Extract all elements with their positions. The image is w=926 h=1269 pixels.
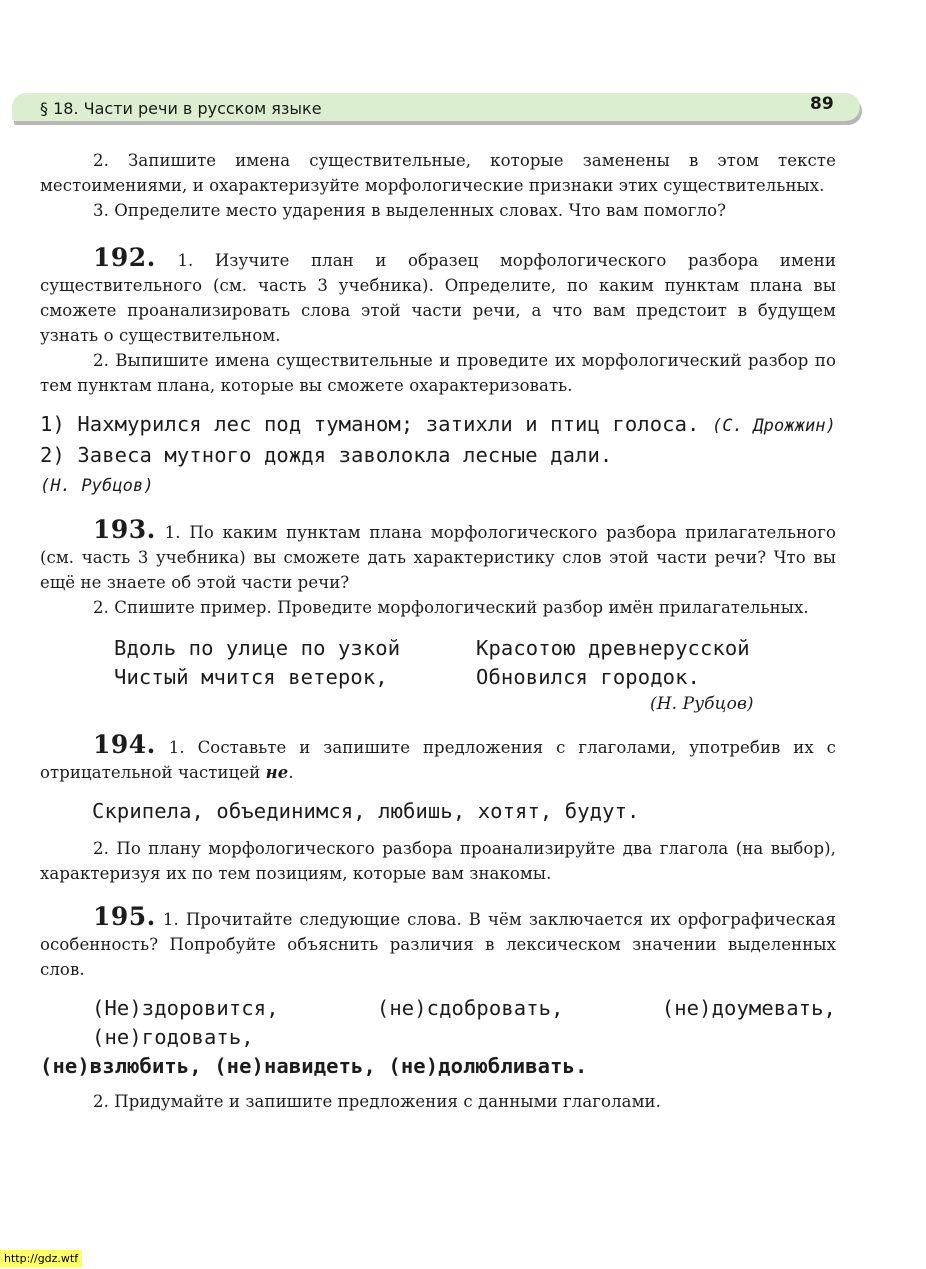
watermark-link[interactable]: http://gdz.wtf [0,1250,82,1267]
exercise-task-2: 2. Придумайте и запишите предложения с данными глаголами. [93,1092,661,1111]
exercise-task-1: 1. Составьте и запишите предложения с глаголами, употребив их с отрицательной частицей [40,738,836,782]
particle-ne: не [265,763,289,782]
intro-task-3: 3. Определите место ударения в выделенных словах. Что вам помогло? [93,201,727,220]
exercise-195 [40,904,836,1114]
exercise-task-2: 2. Выпишите имена существительные и проведите их морфологический разбор по тем пунктам плана, которые вы сможете охарактеризовать. [40,351,836,395]
poem-right-column [476,634,750,692]
exercise-number: 192. [93,243,156,272]
word-list-line-1: (Не)здоровится, (не)сдобровать, (не)доумевать, (не)годовать, [92,996,836,1049]
page-number: 89 [810,94,834,114]
word-list [40,994,836,1081]
poem-line: Чистый мчится ветерок, [114,665,388,689]
page-content [40,148,836,1114]
exercise-number: 194. [93,730,156,759]
poem-left-column [114,634,400,692]
poem-line: Обновился городок. [476,665,700,689]
exercise-task-1: 1. Изучите план и образец морфологического разбора имени существительного (см. часть 3 учебника). Определите, по каким пунктам плана вы сможете проанализировать слова этой части речи, а что вам предстоит в будущем узнать о существительном. [40,251,836,345]
intro-task-2: 2. Запишите имена существительные, которые заменены в этом тексте местоимениями, и охарактеризуйте морфологические признаки этих существительных. [40,151,836,195]
poem-line: Красотою древнерусской [476,636,750,660]
sample-source-1: (С. Дрожжин) [711,416,836,436]
exercise-task-1: 1. По каким пунктам плана морфологического разбора прилагательного (см. часть 3 учебника) вы сможете дать характеристику слов этой части речи? Что вы ещё не знаете об этой части речи? [40,523,836,592]
word-list-line-2: (не)взлюбить, (не)навидеть, (не)долюбливать. [40,1054,588,1078]
exercise-194: 194. 1. Составьте и запишите предложения с глаголами, употребив их с отрицательной частицей не. Скрипела, объединимся, любишь, хотят, будут. 2. По плану морфологического разбора проанализируйте два глагола (на выбор), характеризуя их по тем позициям, которые вам знакомы. [40,732,836,886]
exercise-task-2: 2. Спишите пример. Проведите морфологический разбор имён прилагательных. [93,598,809,617]
word-list: Скрипела, объединимся, любишь, хотят, будут. [92,799,640,823]
poem [114,634,836,718]
sample-sentence-2: 2) Завеса мутного дождя заволокла лесные дали. [40,443,613,467]
sample-sentence-1: 1) Нахмурился лес под туманом; затихли и птиц голоса. [40,412,700,436]
exercise-task-2: 2. По плану морфологического разбора проанализируйте два глагола (на выбор), характеризуя их по тем позициям, которые вам знакомы. [40,839,836,883]
poem-line: Вдоль по улице по узкой [114,636,401,660]
exercise-192 [40,245,836,501]
exercise-sample-text [40,410,836,501]
exercise-number: 193. [93,515,156,544]
poem-author: (Н. Рубцов) [650,694,754,714]
sample-source-2: (Н. Рубцов) [40,476,154,496]
exercise-task-1: 1. Прочитайте следующие слова. В чём заключается их орфографическая особенность? Попробуйте объяснить различия в лексическом значении выделенных слов. [40,910,836,979]
section-title: § 18. Части речи в русском языке [40,99,322,118]
exercise-number: 195. [93,902,156,931]
exercise-193 [40,517,836,718]
